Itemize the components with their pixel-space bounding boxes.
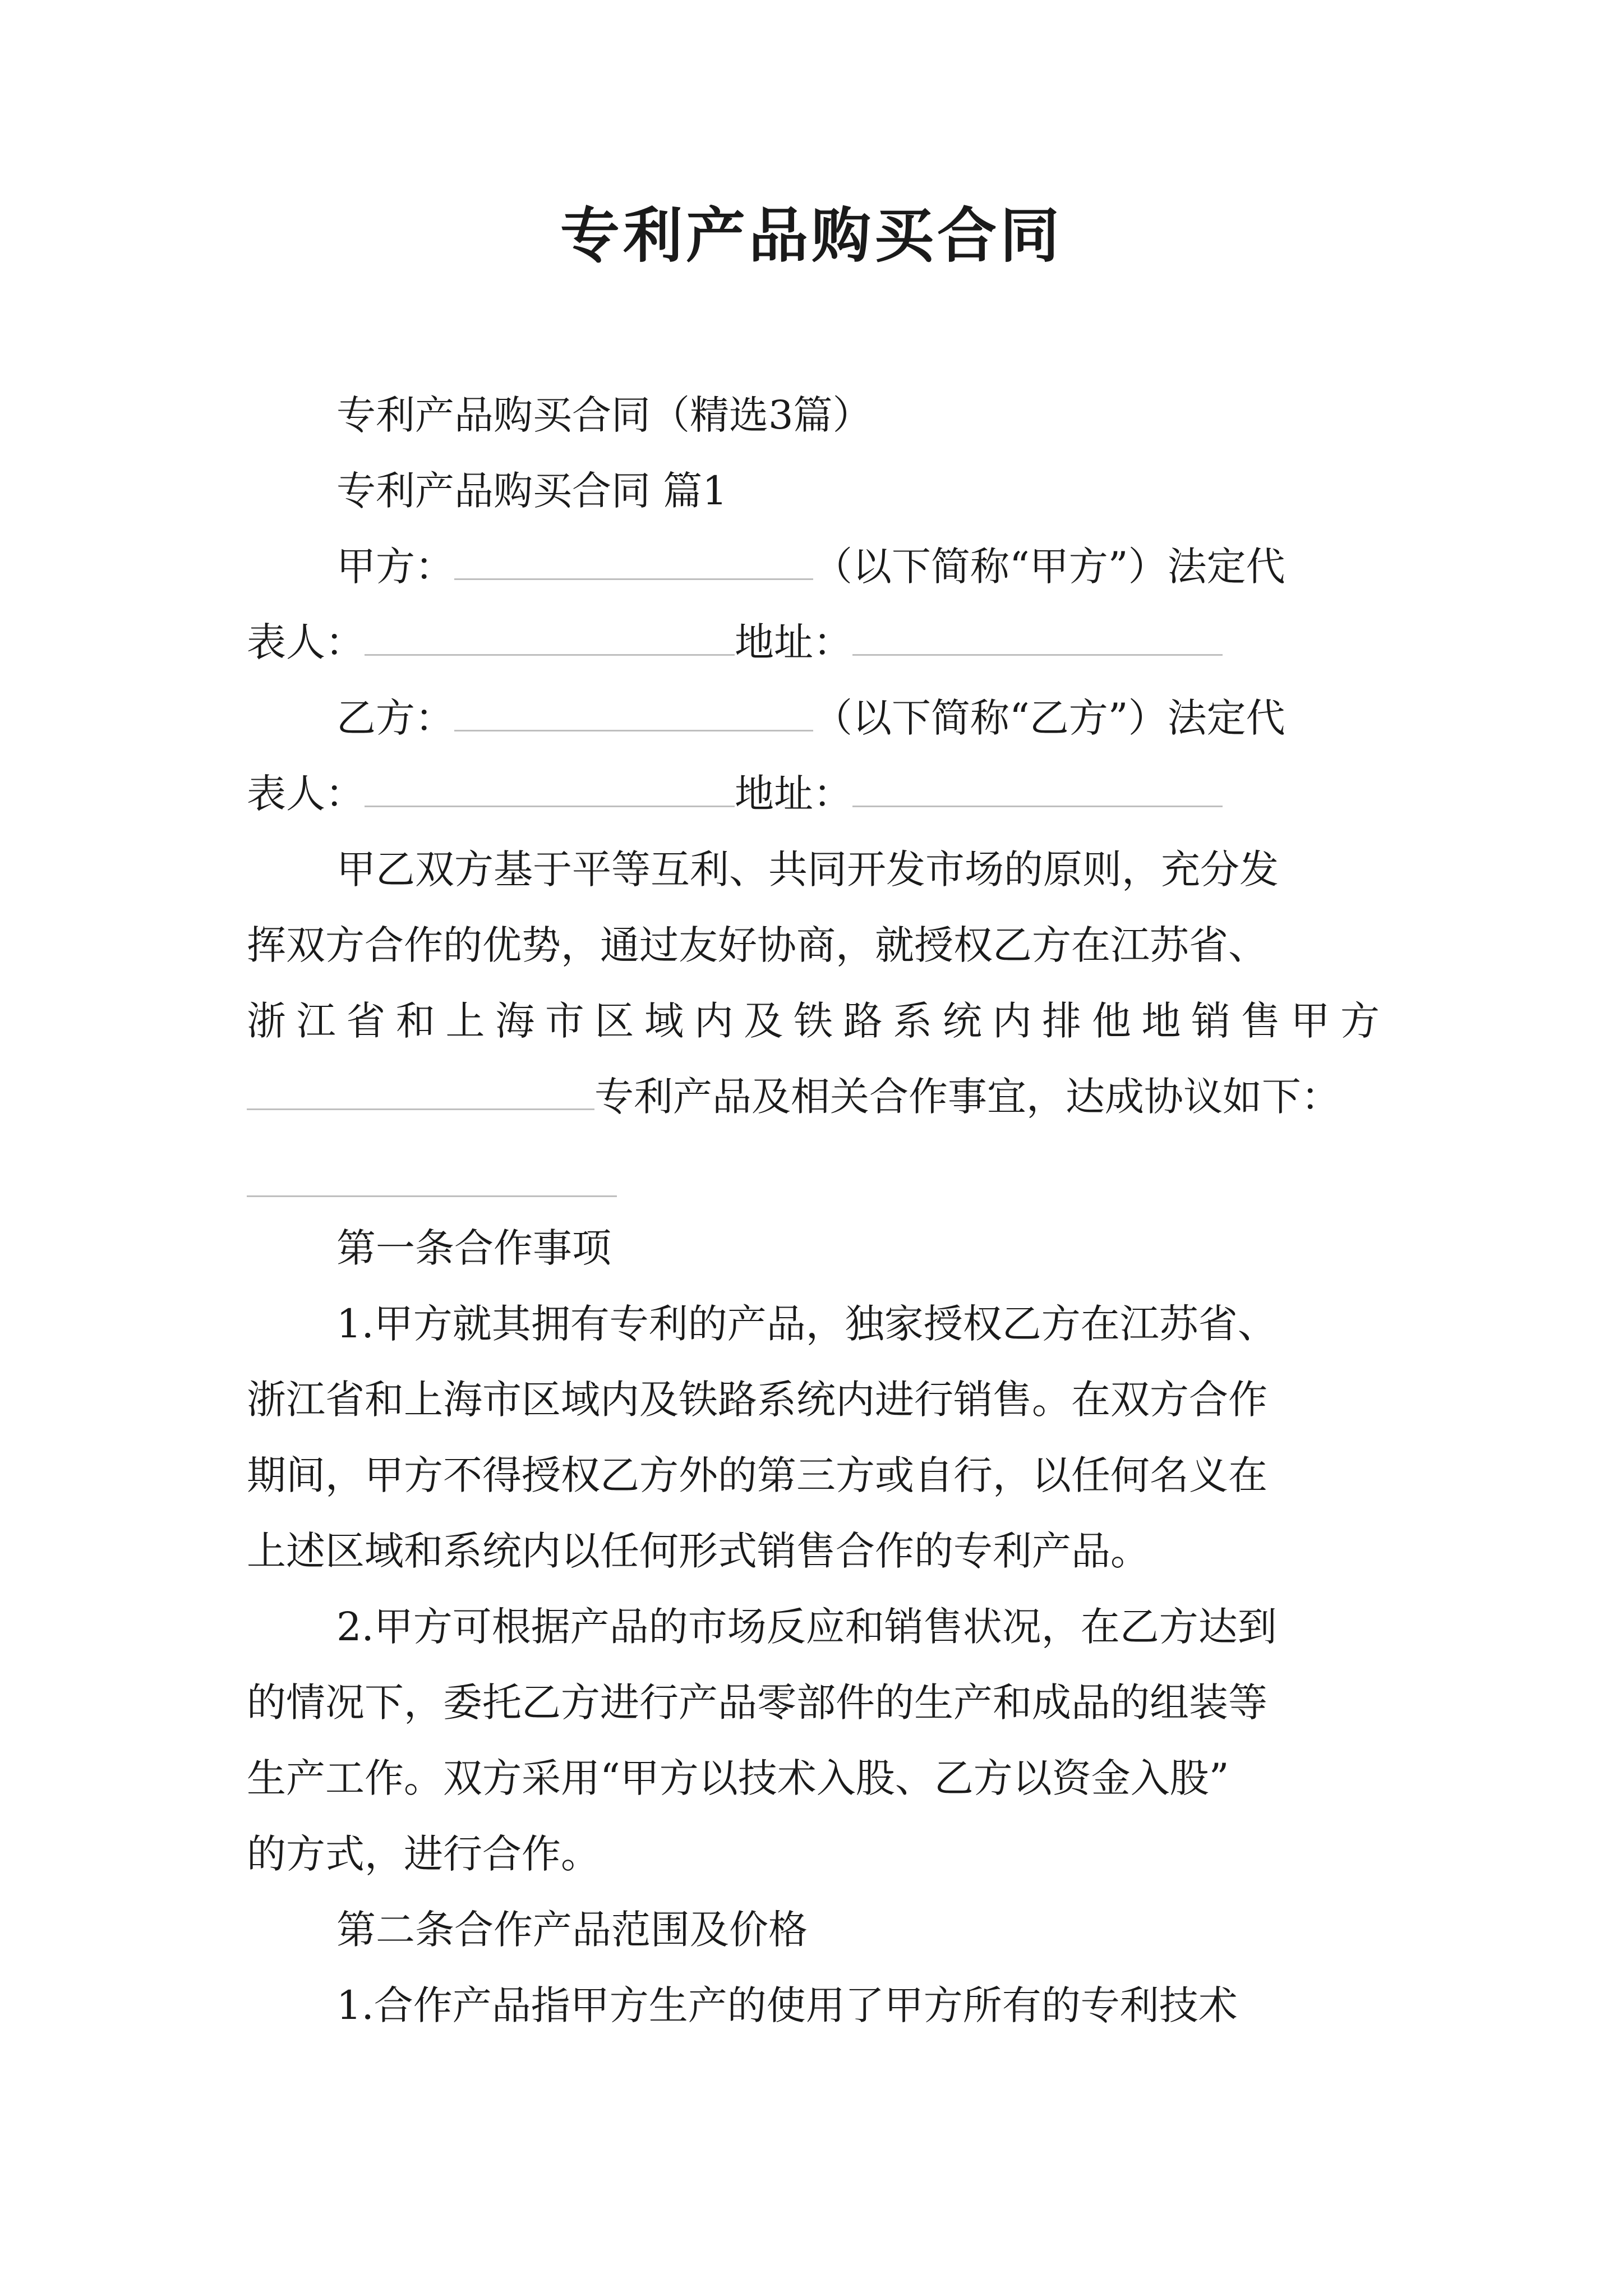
party-a-blank[interactable] (454, 539, 813, 580)
article-1-p1-line-2: 浙江省和上海市区域内及铁路系统内进行销售。在双方合作 (247, 1377, 1267, 1423)
party-a-line (247, 539, 1380, 595)
intro-line-4-text: 专利产品及相关合作事宜，达成协议如下： (594, 1074, 1340, 1120)
product-name-blank[interactable] (247, 1069, 594, 1110)
representative-line-1 (247, 614, 1380, 670)
article-1-p2-line-1: 2.甲方可根据产品的市场反应和销售状况，在乙方达到 (336, 1604, 1277, 1650)
party-b-suffix: （以下简称“乙方”）法定代 (813, 695, 1285, 741)
representative-blank-2[interactable] (365, 766, 735, 807)
document-title: 专利产品购买合同 (560, 200, 1063, 270)
article-1-p1-line-3: 期间，甲方不得授权乙方外的第三方或自行，以任何名义在 (247, 1452, 1267, 1498)
article-2-heading: 第二条合作产品范围及价格 (336, 1907, 808, 1953)
representative-line-2 (247, 766, 1380, 822)
party-b-line (247, 690, 1380, 746)
article-1-p2-line-2: 的情况下，委托乙方进行产品零部件的生产和成品的组装等 (247, 1680, 1267, 1726)
article-2-p1-line-1: 1.合作产品指甲方生产的使用了甲方所有的专利技术 (336, 1982, 1238, 2028)
intro-line-4 (247, 1069, 1380, 1125)
party-a-suffix: （以下简称“甲方”）法定代 (813, 544, 1285, 590)
article-1-p2-line-4: 的方式，进行合作。 (247, 1831, 600, 1877)
article-1-p1-line-1: 1.甲方就其拥有专利的产品，独家授权乙方在江苏省、 (336, 1301, 1277, 1347)
representative-blank-1[interactable] (365, 615, 735, 656)
address-label-2: 地址： (735, 771, 852, 817)
party-a-label: 甲方： (336, 544, 454, 590)
party-b-blank[interactable] (454, 691, 813, 731)
intro-line-2: 挥双方合作的优势，通过友好协商，就授权乙方在江苏省、 (247, 922, 1267, 968)
address-blank-1[interactable] (852, 615, 1223, 656)
representative-label-2: 表人： (247, 771, 365, 817)
article-1-p1-line-4: 上述区域和系统内以任何形式销售合作的专利产品。 (247, 1528, 1150, 1574)
subtitle: 专利产品购买合同（精选3篇） (336, 392, 872, 438)
representative-label-1: 表人： (247, 619, 365, 665)
party-b-label: 乙方： (336, 695, 454, 741)
intro-line-1: 甲乙双方基于平等互利、共同开发市场的原则，充分发 (336, 846, 1279, 892)
part-heading: 专利产品购买合同 篇1 (336, 468, 727, 514)
agreement-blank[interactable] (247, 1195, 617, 1197)
article-1-p2-line-3: 生产工作。双方采用“甲方以技术入股、乙方以资金入股” (247, 1755, 1229, 1801)
intro-line-3: 浙江省和上海市区域内及铁路系统内排他地销售甲方 (247, 998, 1380, 1044)
address-label-1: 地址： (735, 619, 852, 665)
address-blank-2[interactable] (852, 766, 1223, 807)
article-1-heading: 第一条合作事项 (336, 1225, 611, 1271)
